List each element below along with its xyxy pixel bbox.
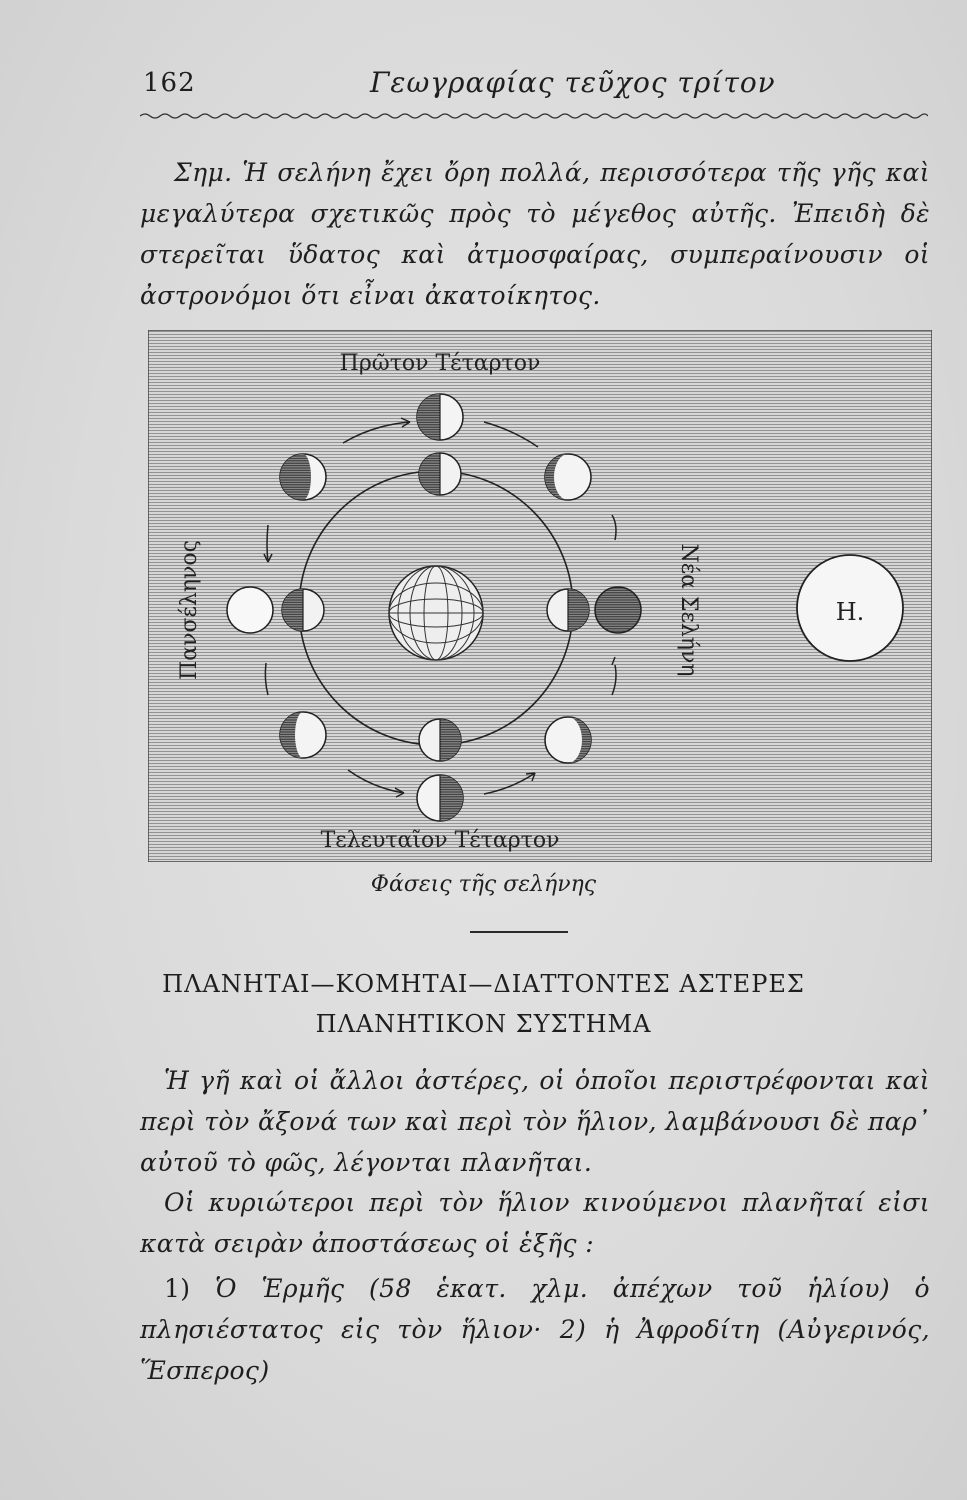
page-number: 162 xyxy=(143,68,196,98)
planets-list-text: Ὁ Ἑρμῆς (58 ἑκατ. χλμ. ἀπέχων τοῦ ἡλίου) ὁ πλησιέστατος εἰς τὸν ἥλιον· 2) ἡ Ἀφροδίτη (Αὐγερινός, Ἕσπερος) xyxy=(140,1274,930,1385)
label-first-quarter: Πρῶτον Τέταρτον xyxy=(339,351,541,376)
label-last-quarter: Τελευταῖον Τέταρτον xyxy=(320,828,560,853)
earth-globe xyxy=(389,566,483,660)
note-lead: Σημ. xyxy=(174,158,233,187)
phase-full-moon xyxy=(227,587,273,633)
planets-list-paragraph xyxy=(140,1268,930,1391)
phase-last-quarter xyxy=(417,775,463,821)
phase-new-moon xyxy=(595,587,641,633)
inner-moon-top xyxy=(419,453,461,495)
label-full-moon: Πανσέληνος xyxy=(177,540,202,680)
inner-moon-bottom xyxy=(419,719,461,761)
planets-order-paragraph: Οἱ κυριώτεροι περὶ τὸν ἥλιον κινούμενοι πλανῆταί εἰσι κατὰ σειρὰν ἀποστάσεως οἱ ἑξῆς : xyxy=(140,1188,930,1258)
phase-waxing-gibbous xyxy=(280,454,326,500)
note-paragraph xyxy=(140,152,930,316)
inner-moon-left xyxy=(282,589,324,631)
phase-waning-gibbous xyxy=(280,712,326,758)
section-heading: ΠΛΑΝΗΤΑΙ—ΚΟΜΗΤΑΙ—ΔΙΑΤΤΟΝΤΕΣ ΑΣΤΕΡΕΣ xyxy=(162,970,805,998)
list-number: 1) xyxy=(164,1274,191,1303)
phase-first-quarter xyxy=(417,394,463,440)
section-subheading: ΠΛΑΝΗΤΙΚΟΝ ΣΥΣΤΗΜΑ xyxy=(315,1010,652,1038)
figure-caption: Φάσεις τῆς σελήνης xyxy=(370,872,597,897)
inner-moon-right xyxy=(547,589,589,631)
moon-phases-figure xyxy=(148,330,932,862)
sun-label: Η. xyxy=(835,598,865,626)
wavy-rule xyxy=(140,112,928,120)
planets-definition-paragraph: Ἡ γῆ καὶ οἱ ἄλλοι ἀστέρες, οἱ ὁποῖοι περιστρέφονται καὶ περὶ τὸν ἄξονά των καὶ περὶ τὸν ἥλιον, λαμβάνουσι δὲ παρ᾽ αὐτοῦ τὸ φῶς, λέγονται πλανῆται. xyxy=(140,1066,930,1177)
separator-line xyxy=(470,931,568,933)
running-title: Γεωγραφίας τεῦχος τρίτον xyxy=(370,66,776,99)
note-text: Ἡ σελήνη ἔχει ὄρη πολλά, περισσότερα τῆς γῆς καὶ μεγαλύτερα σχετικῶς πρὸς τὸ μέγεθος αὐτῆς. Ἐπειδὴ δὲ στερεῖται ὕδατος καὶ ἀτμοσφαίρας, συμπεραίνουσιν οἱ ἀστρονόμοι ὅτι εἶναι ἀκατοίκητος. xyxy=(140,158,930,310)
phase-waning-crescent xyxy=(545,717,591,763)
phase-waxing-crescent xyxy=(545,454,591,500)
label-new-moon: Νέα Σελήνη xyxy=(676,543,701,677)
